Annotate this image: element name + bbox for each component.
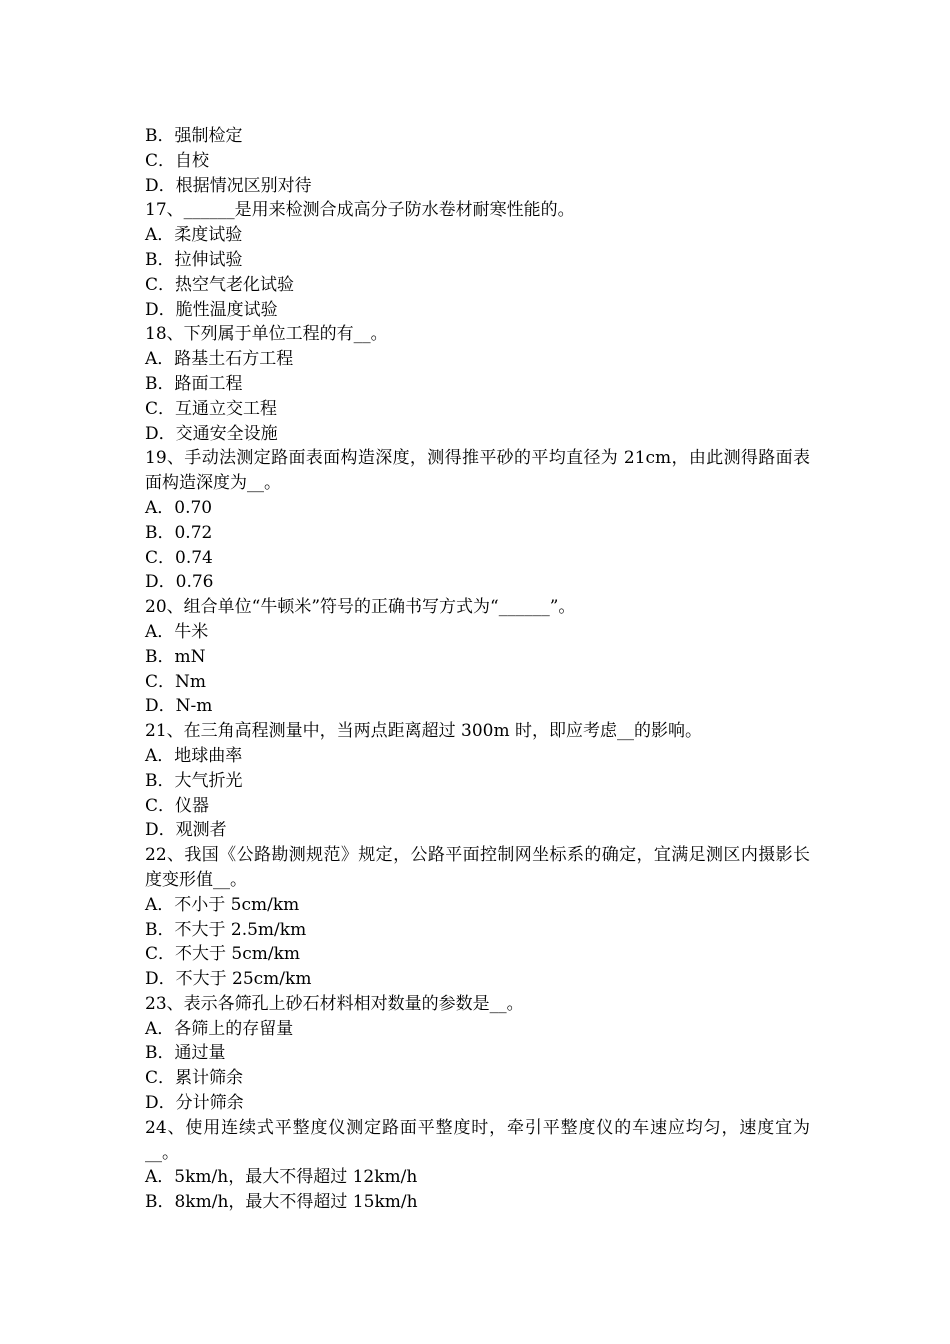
option-17-d: D．脆性温度试验 bbox=[145, 299, 278, 320]
option-18-d: D．交通安全设施 bbox=[145, 423, 278, 444]
option-22-b: B．不大于 2.5m/km bbox=[145, 919, 307, 940]
question-22: 22、我国《公路勘测规范》规定，公路平面控制网坐标系的确定，宜满足测区内摄影长度变形值__。 bbox=[145, 845, 810, 890]
option-19-c: C．0.74 bbox=[145, 547, 213, 568]
question-23: 23、表示各筛孔上砂石材料相对数量的参数是__。 bbox=[145, 993, 524, 1014]
option-24-a: A．5km/h，最大不得超过 12km/h bbox=[145, 1167, 418, 1188]
option-16-b: B．强制检定 bbox=[145, 126, 243, 146]
question-24: 24、使用连续式平整度仪测定路面平整度时，牵引平整度仪的车速应均匀，速度宜为__。 bbox=[145, 1117, 810, 1163]
option-16-c: C．自校 bbox=[145, 150, 210, 171]
option-19-d: D．0.76 bbox=[145, 572, 214, 593]
option-20-a: A．牛米 bbox=[145, 621, 209, 642]
question-18: 18、下列属于单位工程的有__。 bbox=[145, 324, 388, 345]
question-20: 20、组合单位“牛顿米”符号的正确书写方式为“______”。 bbox=[145, 597, 576, 618]
question-21: 21、在三角高程测量中，当两点距离超过 300m 时，即应考虑__的影响。 bbox=[145, 721, 703, 742]
option-20-c: C．Nm bbox=[145, 671, 207, 692]
option-18-a: A．路基土石方工程 bbox=[145, 349, 294, 370]
option-20-d: D．N-m bbox=[145, 696, 213, 717]
option-19-a: A．0.70 bbox=[145, 497, 213, 518]
document-body bbox=[145, 124, 810, 1215]
option-18-b: B．路面工程 bbox=[145, 373, 243, 394]
option-23-a: A．各筛上的存留量 bbox=[145, 1018, 294, 1039]
option-19-b: B．0.72 bbox=[145, 522, 213, 543]
option-18-c: C．互通立交工程 bbox=[145, 398, 278, 419]
option-16-d: D．根据情况区别对待 bbox=[145, 175, 312, 196]
option-22-a: A．不小于 5cm/km bbox=[145, 894, 300, 915]
option-23-d: D．分计筛余 bbox=[145, 1093, 244, 1114]
option-17-c: C．热空气老化试验 bbox=[145, 274, 295, 295]
option-21-c: C．仪器 bbox=[145, 795, 210, 816]
option-21-b: B．大气折光 bbox=[145, 770, 243, 791]
option-21-d: D．观测者 bbox=[145, 820, 227, 841]
option-22-d: D．不大于 25cm/km bbox=[145, 969, 312, 990]
option-17-b: B．拉伸试验 bbox=[145, 249, 243, 270]
option-24-b: B．8km/h，最大不得超过 15km/h bbox=[145, 1192, 418, 1213]
option-23-b: B．通过量 bbox=[145, 1043, 226, 1064]
option-23-c: C．累计筛余 bbox=[145, 1068, 244, 1089]
question-19: 19、手动法测定路面表面构造深度，测得推平砂的平均直径为 21cm，由此测得路面表面构造深度为__。 bbox=[145, 448, 810, 494]
option-20-b: B．mN bbox=[145, 646, 206, 667]
option-17-a: A．柔度试验 bbox=[145, 225, 243, 246]
option-22-c: C．不大于 5cm/km bbox=[145, 944, 301, 965]
option-21-a: A．地球曲率 bbox=[145, 745, 243, 766]
question-17: 17、______是用来检测合成高分子防水卷材耐寒性能的。 bbox=[145, 200, 575, 221]
